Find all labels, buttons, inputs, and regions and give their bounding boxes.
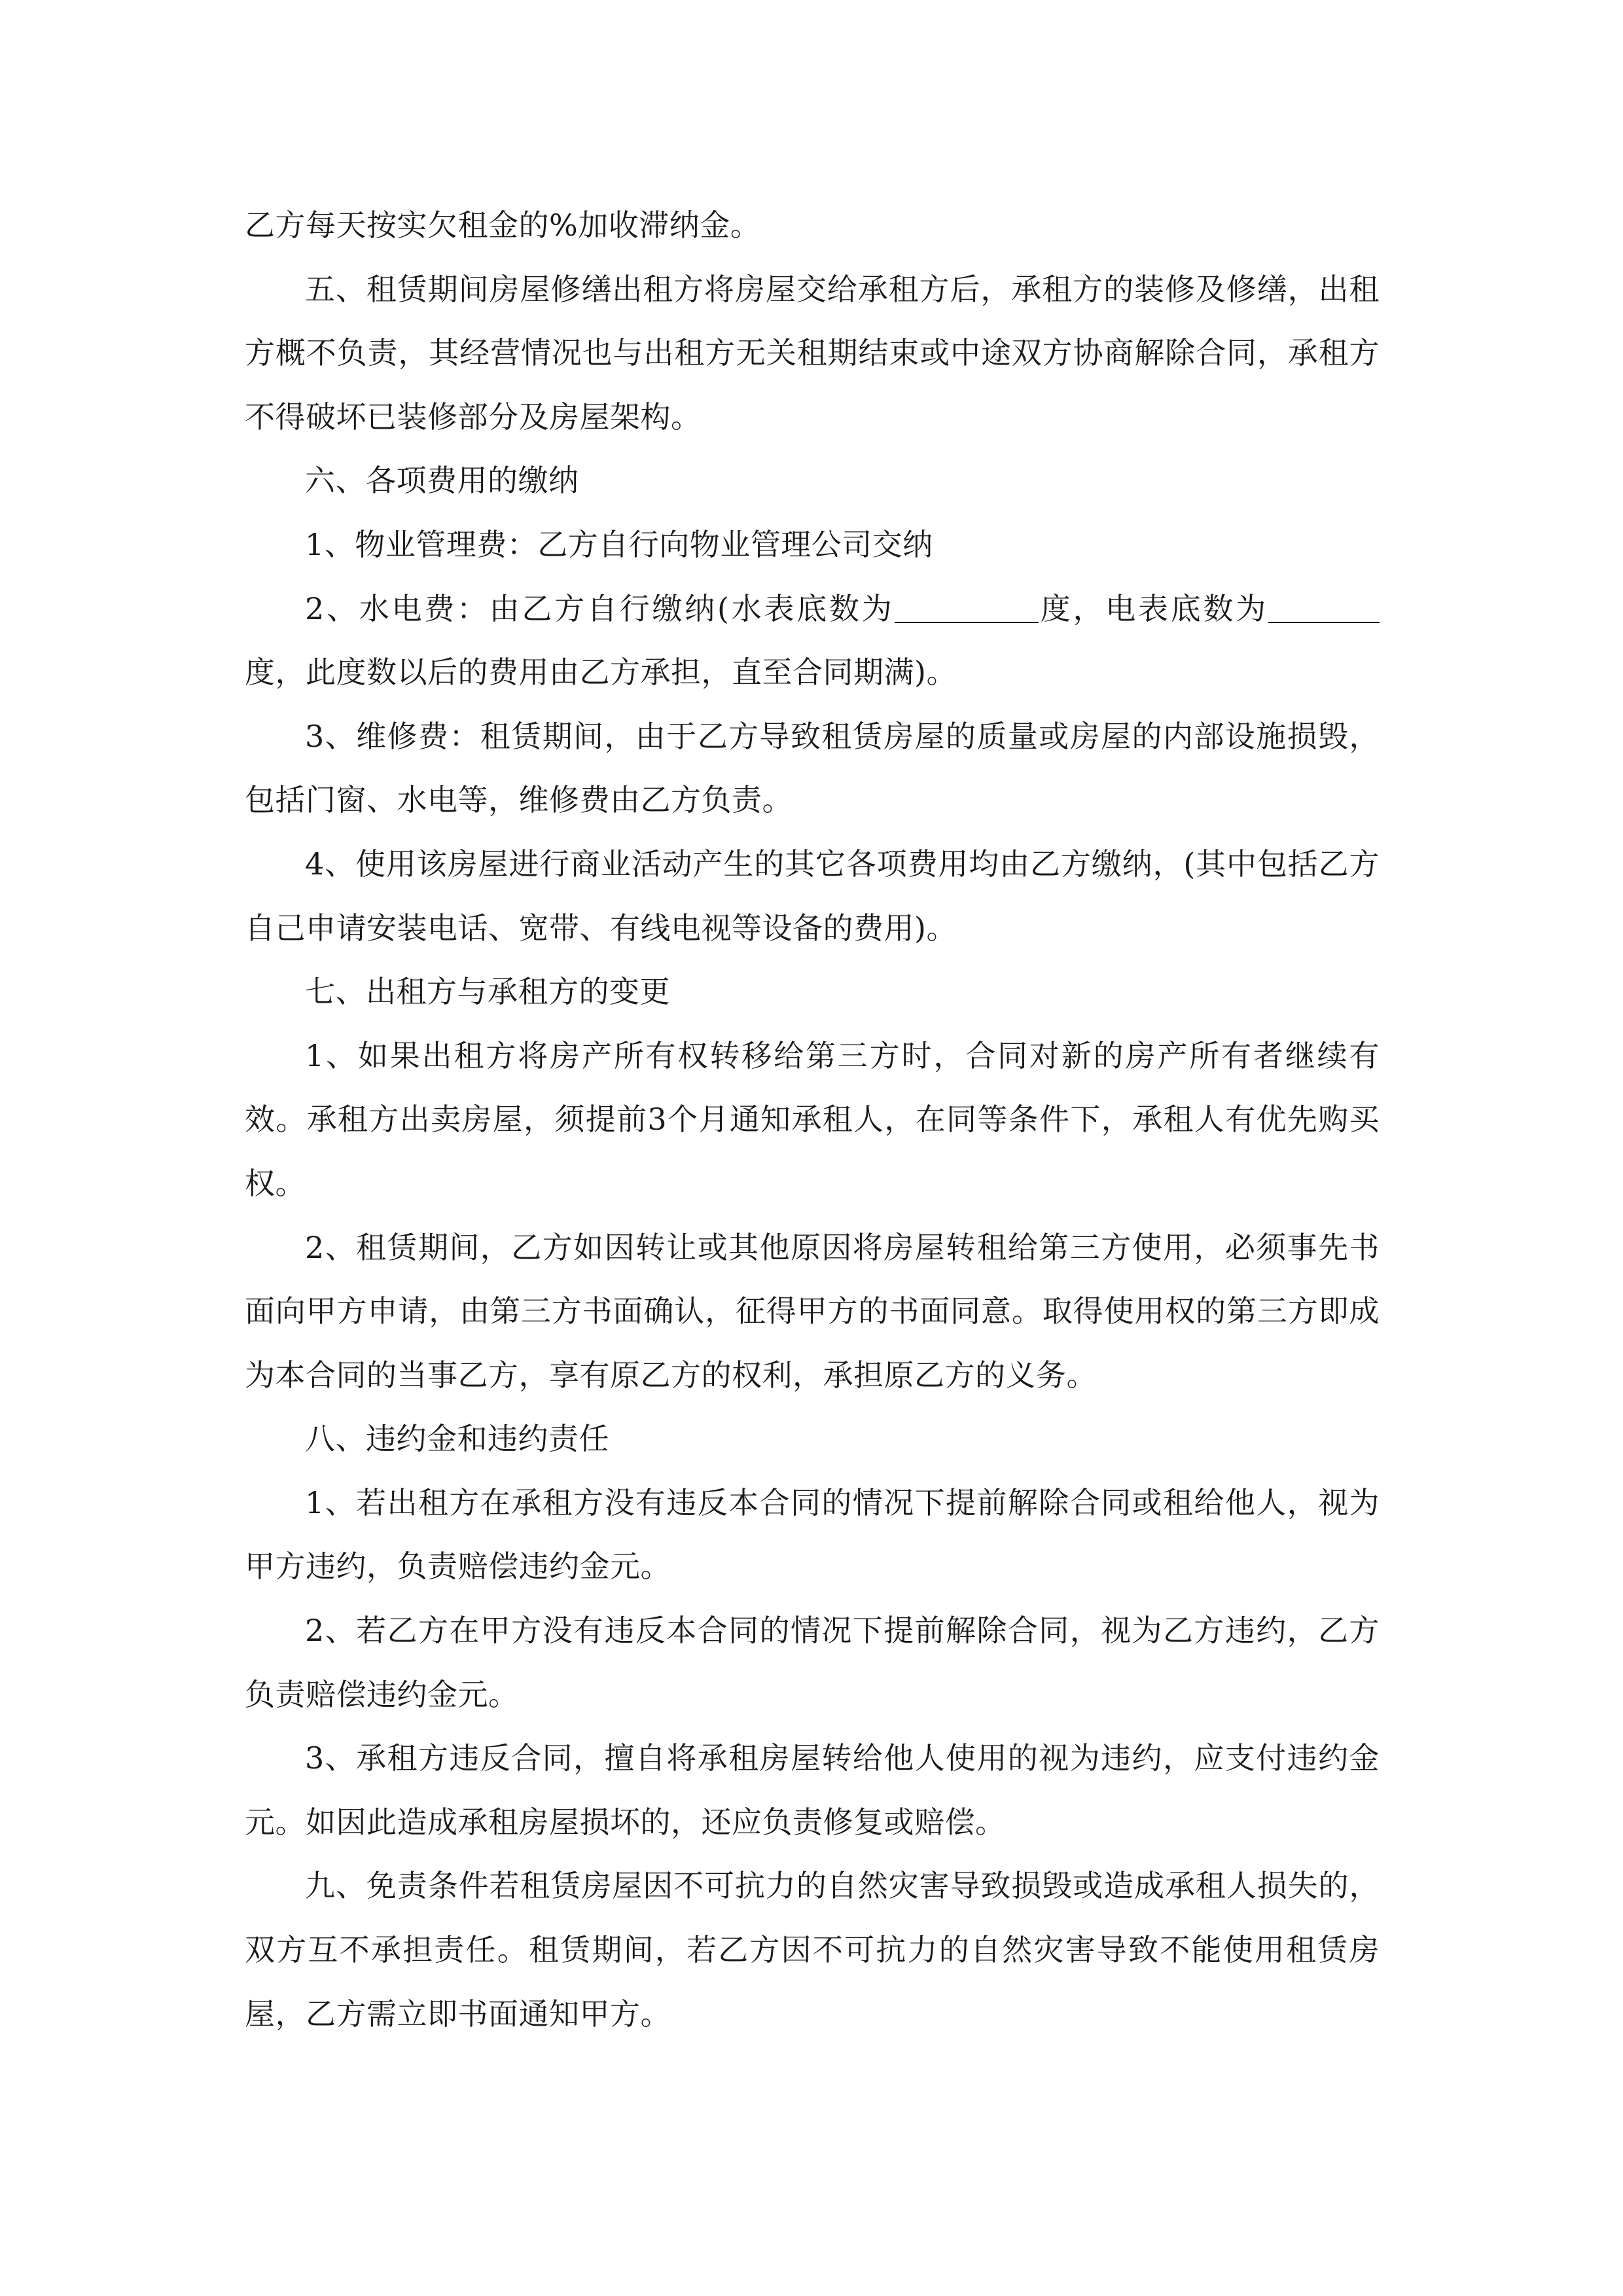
water-meter-blank[interactable] [895, 592, 1039, 623]
utilities-text-end: 度，此度数以后的费用由乙方承担，直至合同期满)。 [245, 655, 957, 691]
paragraph-property-fee: 1、物业管理费：乙方自行向物业管理公司交纳 [305, 526, 933, 562]
document-body [245, 194, 1380, 2046]
paragraph-ownership-transfer: 1、如果出租方将房产所有权转移给第三方时，合同对新的房产所有者继续有效。承租方出卖房屋，须提前3个月通知承租人，在同等条件下，承租人有优先购买权。 [245, 1037, 1380, 1201]
paragraph-unauthorized-transfer: 3、承租方违反合同，擅自将承租房屋转给他人使用的视为违约，应支付违约金元。如因此造成承租房屋损坏的，还应负责修复或赔偿。 [245, 1740, 1380, 1840]
paragraph-late-fee: 乙方每天按实欠租金的%加收滞纳金。 [245, 207, 761, 243]
paragraph-lessor-breach: 1、若出租方在承租方没有违反本合同的情况下提前解除合同或租给他人，视为甲方违约，负责赔偿违约金元。 [245, 1484, 1380, 1585]
paragraph-section-9-force-majeure: 九、免责条件若租赁房屋因不可抗力的自然灾害导致损毁或造成承租人损失的，双方互不承担责任。租赁期间，若乙方因不可抗力的自然灾害导致不能使用租赁房屋，乙方需立即书面通知甲方。 [245, 1868, 1380, 2032]
paragraph-sublease: 2、租赁期间，乙方如因转让或其他原因将房屋转租给第三方使用，必须事先书面向甲方申请，由第三方书面确认，征得甲方的书面同意。取得使用权的第三方即成为本合同的当事乙方，享有原乙方的权利，承担原乙方的义务。 [245, 1229, 1380, 1393]
utilities-text-middle: 度，电表底数为 [1038, 590, 1269, 626]
paragraph-maintenance-fee: 3、维修费：租赁期间，由于乙方导致租赁房屋的质量或房屋的内部设施损毁，包括门窗、水电等，维修费由乙方负责。 [245, 718, 1380, 818]
heading-section-6-fees: 六、各项费用的缴纳 [305, 463, 579, 499]
paragraph-utilities [245, 577, 1380, 705]
heading-section-8-breach: 八、违约金和违约责任 [305, 1421, 609, 1457]
heading-section-7-changes: 七、出租方与承租方的变更 [305, 974, 670, 1010]
paragraph-section-5-repairs: 五、租赁期间房屋修缮出租方将房屋交给承租方后，承租方的装修及修缮，出租方概不负责，其经营情况也与出租方无关租期结束或中途双方协商解除合同，承租方不得破坏已装修部分及房屋架构。 [245, 271, 1380, 435]
paragraph-lessee-breach: 2、若乙方在甲方没有违反本合同的情况下提前解除合同，视为乙方违约，乙方负责赔偿违约金元。 [245, 1613, 1380, 1712]
paragraph-other-fees: 4、使用该房屋进行商业活动产生的其它各项费用均由乙方缴纳，(其中包括乙方自己申请安装电话、宽带、有线电视等设备的费用)。 [245, 846, 1380, 946]
electric-meter-blank[interactable] [1268, 592, 1380, 623]
utilities-text-start: 2、水电费：由乙方自行缴纳(水表底数为 [305, 590, 895, 626]
